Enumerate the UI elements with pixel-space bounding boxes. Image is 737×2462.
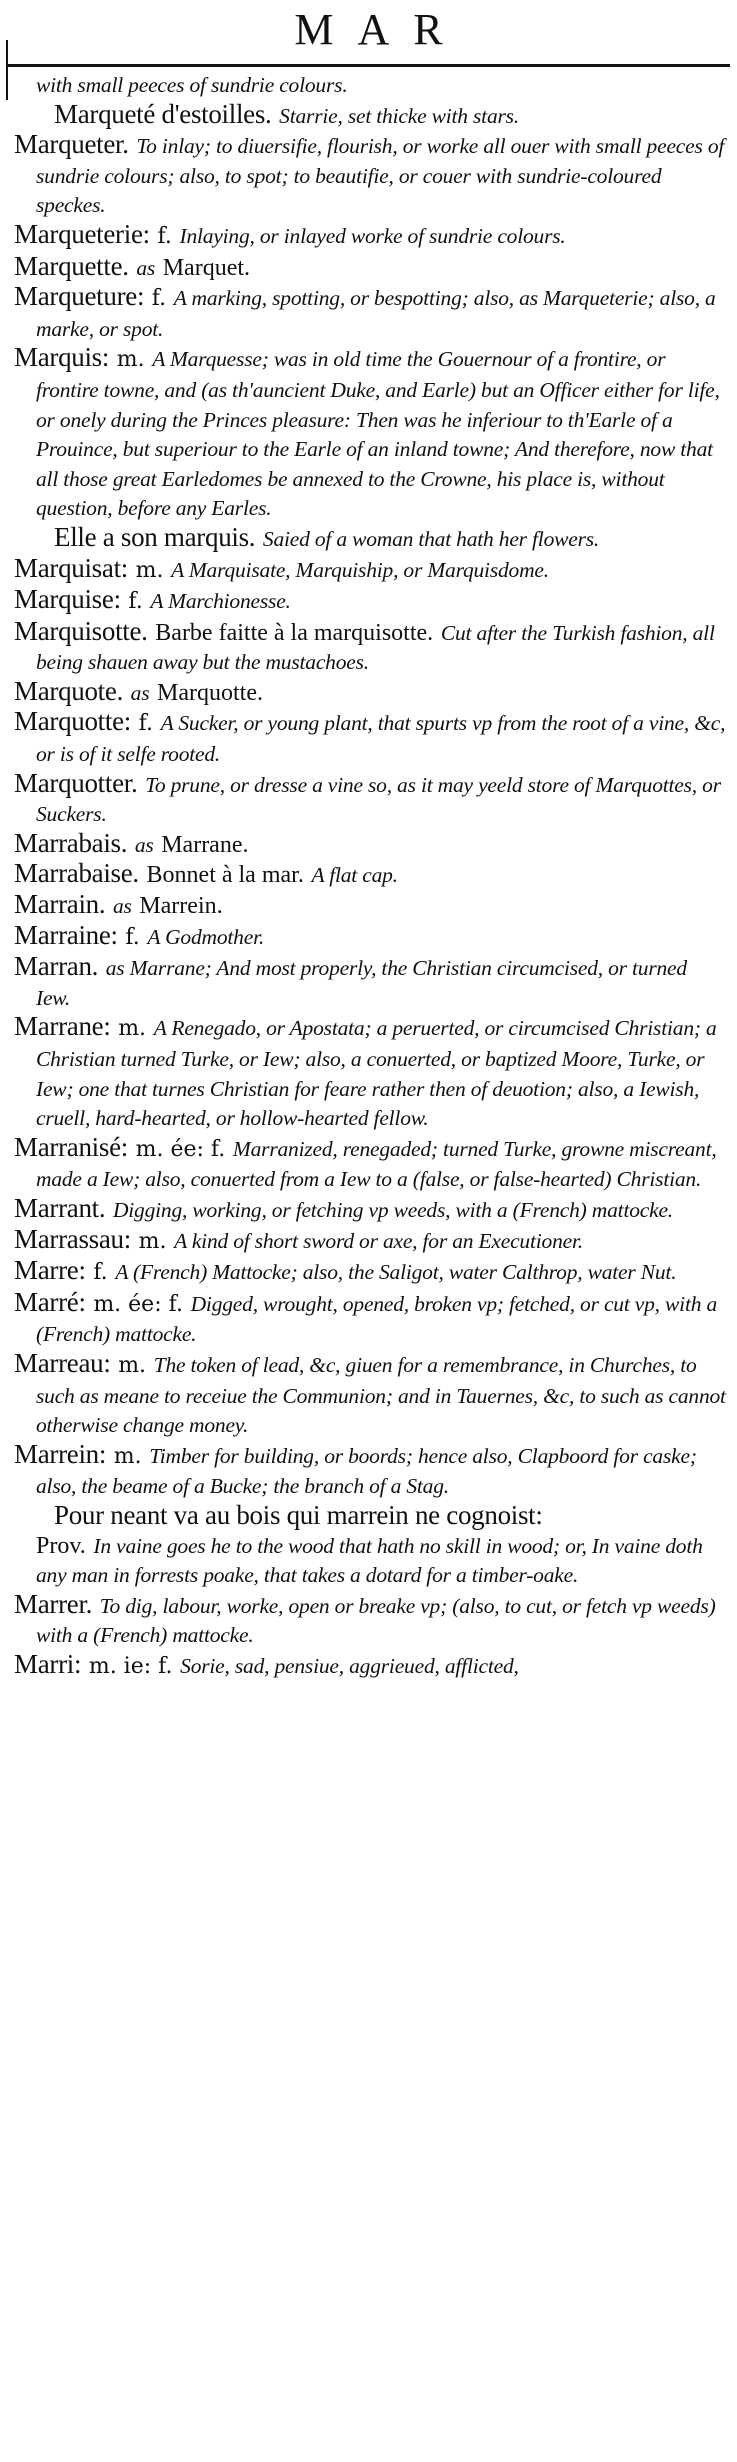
dictionary-entry <box>14 1133 726 1194</box>
cross-reference: Marrane. <box>161 831 249 858</box>
cross-reference: Marquet. <box>162 254 251 281</box>
grammar-label: f. <box>138 711 153 737</box>
proverb-label: Prov. <box>36 1532 86 1559</box>
grammar-label: m. <box>138 1228 167 1254</box>
headword: Marqueter. <box>14 129 129 160</box>
dictionary-entry <box>14 677 726 708</box>
dictionary-entry <box>14 921 726 953</box>
dictionary-entry <box>14 1440 726 1501</box>
definition: Saied of a woman that hath her flowers. <box>262 526 600 551</box>
dictionary-entry <box>14 1012 726 1132</box>
dictionary-entry <box>14 252 726 283</box>
headword: Marraine: <box>14 919 118 950</box>
dictionary-entry <box>14 1256 726 1288</box>
headword: Marquisat: <box>14 552 128 583</box>
french-phrase: Bonnet à la mar. <box>146 862 304 889</box>
dictionary-entry <box>14 617 726 677</box>
headword: Marrein: <box>14 1438 107 1469</box>
definition: Inlaying, or inlayed worke of sundrie colours. <box>179 223 566 248</box>
dictionary-entry <box>14 1194 726 1225</box>
grammar-label: m. <box>135 557 164 583</box>
definition: Marranized, renegaded; turned Turke, growne miscreant, made a Iew; also, conuerted from a Iew to a (false, or false-hearted) Christian. <box>36 1136 717 1192</box>
cross-reference: Marquotte. <box>157 679 264 706</box>
dictionary-entry <box>14 523 726 554</box>
grammar-label: m. <box>116 347 145 373</box>
definition: A (French) Mattocke; also, the Saligot, water Calthrop, water Nut. <box>115 1260 677 1285</box>
headword: Marre: <box>14 1255 86 1286</box>
dictionary-entry <box>14 859 726 890</box>
headword: Marqueterie: <box>14 218 150 249</box>
dictionary-entry <box>14 952 726 1012</box>
definition: as <box>136 255 156 280</box>
definition: as <box>134 832 154 857</box>
definition: A Sucker, or young plant, that spurts vp from the root of a vine, &c, or is of it selfe rooted. <box>36 711 726 767</box>
dictionary-entry <box>14 1288 726 1349</box>
page-header: MAR <box>294 5 467 54</box>
headword: Marqueté d'estoilles. <box>54 98 272 129</box>
definition: To inlay; to diuersifie, flourish, or worke all ouer with small peeces of sundrie colours; also, to spot; to beautifie, or couer with sundrie-coloured speckes. <box>36 134 725 218</box>
headword: Marquette. <box>14 250 129 281</box>
dictionary-entry <box>14 70 726 100</box>
dictionary-entry <box>14 130 726 220</box>
definition: Starrie, set thicke with stars. <box>279 103 519 128</box>
definition: Timber for building, or boords; hence also, Clapboord for caske; also, the beame of a Bucke; the branch of a Stag. <box>36 1443 697 1499</box>
definition: A Marquisate, Marquiship, or Marquisdome. <box>171 557 549 582</box>
margin-rule <box>6 40 8 100</box>
grammar-label: m. ée: f. <box>93 1291 183 1317</box>
dictionary-entry <box>14 343 726 523</box>
dictionary-entry <box>14 1531 726 1590</box>
headword: Marquise: <box>14 584 121 615</box>
dictionary-entry <box>14 1650 726 1682</box>
definition: A marking, spotting, or bespotting; also, as Marqueterie; also, a marke, or spot. <box>36 286 716 341</box>
dictionary-entry <box>14 707 726 768</box>
definition: Cut after the Turkish fashion, all being shauen away but the mustachoes. <box>36 620 715 675</box>
headword: Marrain. <box>14 889 106 920</box>
headword: Marrassau: <box>14 1223 131 1254</box>
headword: Marrane: <box>14 1011 111 1042</box>
definition: To prune, or dresse a vine so, as it may yeeld store of Marquottes, or Suckers. <box>36 772 721 827</box>
grammar-label: f. <box>128 589 143 615</box>
definition: Digged, wrought, opened, broken vp; fetched, or cut vp, with a (French) mattocke. <box>36 1291 717 1347</box>
definition: as <box>112 894 132 919</box>
definition: A flat cap. <box>311 863 398 888</box>
headword: Marrer. <box>14 1588 93 1619</box>
headword: Marreau: <box>14 1347 111 1378</box>
header-rule <box>6 64 730 67</box>
grammar-label: m. <box>113 1443 142 1469</box>
grammar-label: m. <box>118 1352 147 1378</box>
definition: A Marchionesse. <box>150 589 291 614</box>
definition: as Marrane; And most properly, the Christian circumcised, or turned Iew. <box>36 956 687 1010</box>
dictionary-entry <box>14 585 726 617</box>
grammar-label: m. ée: f. <box>135 1136 226 1162</box>
cross-reference: Marrein. <box>139 893 223 920</box>
headword: Pour neant va au bois qui marrein ne cognoist: <box>54 1499 543 1530</box>
definition: A Marquesse; was in old time the Gouernour of a frontire, or frontire towne, and (as th'auncient Duke, and Earle) but an Officer either for life, or onely during the Princes pleasure: Then was he inferiour to th'Earle of a Prouince, but superiour to the Earle of an inland towne; And therefore, now that all those great Earledomes be annexed to the Crowne, his place is, without question, before any Earles. <box>36 347 720 521</box>
headword: Marquis: <box>14 342 110 373</box>
definition: In vaine goes he to the wood that hath no skill in wood; or, In vaine doth any man in forrests poake, that takes a dotard for a timber-oake. <box>36 1533 703 1588</box>
headword: Marrabais. <box>14 827 128 858</box>
definition: A Godmother. <box>147 924 265 949</box>
grammar-label: f. <box>93 1260 108 1286</box>
dictionary-entry <box>14 100 726 131</box>
definition: A Renegado, or Apostata; a peruerted, or circumcised Christian; a Christian turned Turke, or Iew; also, a conuerted, or baptized Moore, Turke, or Iew; one that turnes Christian for feare rather then of deuotion; also, a Iewish, cruell, hard-hearted, or hollow-hearted fellow. <box>36 1016 717 1131</box>
dictionary-entry <box>14 554 726 586</box>
french-phrase: Barbe faitte à la marquisotte. <box>155 619 434 646</box>
dictionary-entry <box>14 1225 726 1257</box>
definition: Digging, working, or fetching vp weeds, with a (French) mattocke. <box>112 1197 673 1222</box>
headword: Marran. <box>14 951 99 982</box>
definition: To dig, labour, worke, open or breake vp; (also, to cut, or fetch vp weeds) with a (French) mattocke. <box>36 1593 716 1648</box>
grammar-label: m. ie: f. <box>88 1653 173 1679</box>
headword: Elle a son marquis. <box>54 521 256 552</box>
headword: Marquote. <box>14 675 124 706</box>
headword: Marquisotte. <box>14 615 148 646</box>
headword: Marré: <box>14 1286 86 1317</box>
definition: A kind of short sword or axe, for an Executioner. <box>174 1228 583 1253</box>
headword: Marrant. <box>14 1192 106 1223</box>
dictionary-entry <box>14 769 726 829</box>
dictionary-entry <box>14 1590 726 1650</box>
headword: Marquotter. <box>14 767 138 798</box>
definition: Sorie, sad, pensiue, aggrieued, afflicted, <box>180 1653 519 1678</box>
definition: The token of lead, &c, giuen for a remembrance, in Churches, to such as meane to receiue the Communion; and in Tauernes, &c, to such as cannot otherwise change money. <box>36 1352 726 1438</box>
headword: Marquotte: <box>14 706 131 737</box>
definition: with small peeces of sundrie colours. <box>36 73 348 97</box>
grammar-label: f. <box>151 286 167 312</box>
dictionary-entry <box>14 890 726 921</box>
definition: as <box>130 680 150 705</box>
grammar-label: f. <box>157 223 172 249</box>
dictionary-entry <box>14 829 726 860</box>
grammar-label: f. <box>125 924 140 950</box>
entry-list <box>14 70 726 1681</box>
dictionary-entry <box>14 220 726 252</box>
headword: Marranisé: <box>14 1131 128 1162</box>
grammar-label: m. <box>118 1016 147 1042</box>
headword: Marrabaise. <box>14 858 139 889</box>
dictionary-entry <box>14 282 726 343</box>
headword: Marqueture: <box>14 281 145 312</box>
headword: Marri: <box>14 1648 82 1679</box>
dictionary-entry <box>14 1349 726 1440</box>
dictionary-entry <box>14 1501 726 1531</box>
